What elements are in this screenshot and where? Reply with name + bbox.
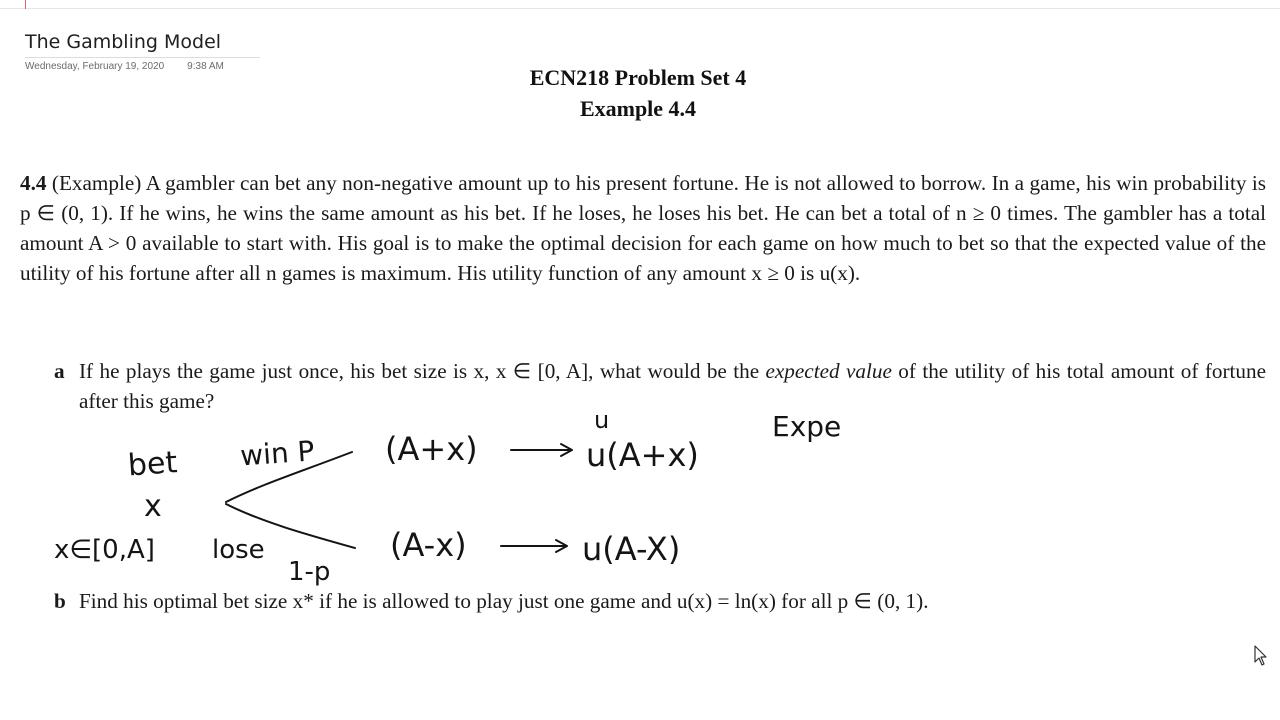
problem-statement: [20, 168, 1266, 288]
mouse-pointer-icon: [1254, 645, 1268, 667]
hw-bet-variable: x: [144, 489, 162, 524]
hw-win-outcome: (A+x): [385, 430, 478, 468]
note-time: 9:38 AM: [187, 61, 224, 72]
part-a-text-after: of the utility of his total amount of fortune after this game?: [79, 359, 1266, 413]
hw-lose-utility: u(A-X): [582, 530, 681, 568]
lose-arrow: [501, 540, 567, 552]
hw-bet: bet: [126, 445, 179, 484]
note-title-underline: [25, 57, 260, 58]
hw-utility-label: u: [594, 406, 610, 434]
hw-win-utility: u(A+x): [586, 436, 699, 474]
hw-lose-outcome: (A-x): [390, 526, 467, 564]
document-title-line2: Example 4.4: [579, 96, 697, 121]
note-date: Wednesday, February 19, 2020: [25, 61, 165, 72]
hw-lose-probability: 1-p: [288, 557, 331, 587]
part-a-letter: a: [54, 359, 65, 383]
document-title: [0, 62, 1276, 124]
hw-domain: x∈[0,A]: [54, 535, 155, 565]
win-branch-line: [226, 452, 352, 502]
part-a-text: [79, 356, 1266, 416]
part-a: [54, 356, 1266, 416]
hw-expected: Expe: [772, 410, 842, 443]
part-a-text-before: If he plays the game just once, his bet size is x, x ∈ [0, A], what would be the: [79, 359, 766, 383]
lose-branch-line: [226, 504, 355, 548]
note-title[interactable]: The Gambling Model: [25, 31, 222, 53]
part-a-emphasis: expected value: [765, 359, 892, 383]
hw-win-probability: win P: [239, 434, 316, 473]
win-arrow: [511, 444, 572, 456]
problem-number: 4.4: [20, 171, 47, 195]
document-title-line1: ECN218 Problem Set 4: [529, 65, 747, 90]
part-b-text: Find his optimal bet size x* if he is allowed to play just one game and u(x) = ln(x) for all p ∈ (0, 1).: [79, 589, 929, 613]
part-b-letter: b: [54, 589, 66, 613]
top-divider: [0, 8, 1280, 9]
part-b: [54, 586, 1266, 616]
problem-text: (Example) A gambler can bet any non-negative amount up to his present fortune. He is not allowed to borrow. In a game, his win probability is p ∈ (0, 1). If he wins, he wins the same amount as his bet. If he loses, he loses his bet. He can bet a total of n ≥ 0 times. The gambler has a total amount A > 0 available to start with. His goal is to make the optimal decision for each game on how much to bet so that the expected value of the utility of his fortune after all n games is maximum. His utility function of any amount x ≥ 0 is u(x).: [20, 171, 1266, 285]
page-margin-mark: [25, 0, 26, 9]
hw-lose: lose: [212, 535, 265, 565]
